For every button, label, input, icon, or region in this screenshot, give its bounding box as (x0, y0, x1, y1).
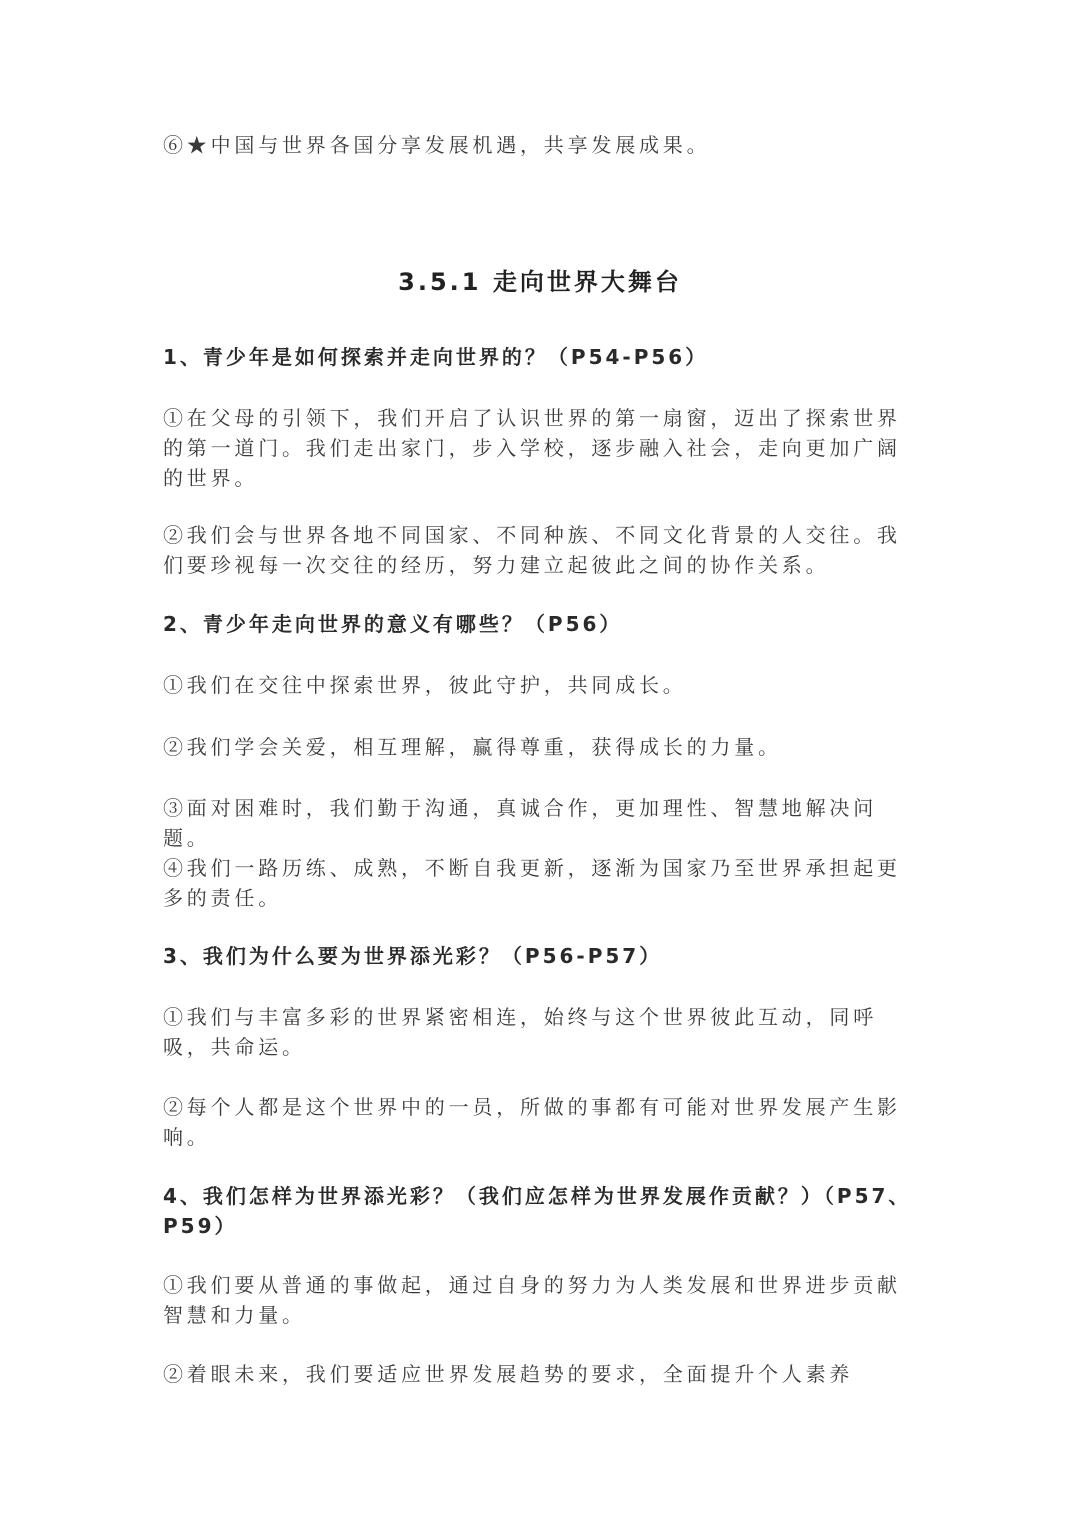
q1-point-2: ②我们会与世界各地不同国家、不同种族、不同文化背景的人交往。我们要珍视每一次交往的经历，努力建立起彼此之间的协作关系。 (163, 523, 901, 577)
question-3-heading: 3、我们为什么要为世界添光彩？（P56-P57） (163, 944, 663, 968)
q4-point-2: ②着眼未来，我们要适应世界发展趋势的要求，全面提升个人素养 (163, 1362, 854, 1386)
question-1-heading: 1、青少年是如何探索并走向世界的？（P54-P56） (163, 345, 709, 369)
q4-point-1: ①我们要从普通的事做起，通过自身的努力为人类发展和世界进步贡献智慧和力量。 (163, 1273, 901, 1327)
q1-point-1: ①在父母的引领下，我们开启了认识世界的第一扇窗，迈出了探索世界的第一道门。我们走出家门，步入学校，逐步融入社会，走向更加广阔的世界。 (163, 406, 901, 490)
q3-point-2: ②每个人都是这个世界中的一员，所做的事都有可能对世界发展产生影响。 (163, 1095, 901, 1149)
question-2-heading: 2、青少年走向世界的意义有哪些？（P56） (163, 612, 623, 636)
q2-point-1: ①我们在交往中探索世界，彼此守护，共同成长。 (163, 673, 687, 697)
intro-point-6: ⑥★中国与世界各国分享发展机遇，共享发展成果。 (163, 133, 711, 157)
q2-point-4: ④我们一路历练、成熟，不断自我更新，逐渐为国家乃至世界承担起更多的责任。 (163, 856, 901, 910)
question-4-heading: 4、我们怎样为世界添光彩？（我们应怎样为世界发展作贡献？）（P57、P59） (163, 1184, 912, 1238)
q3-point-1: ①我们与丰富多彩的世界紧密相连，始终与这个世界彼此互动，同呼吸，共命运。 (163, 1005, 877, 1059)
q2-point-2: ②我们学会关爱，相互理解，赢得尊重，获得成长的力量。 (163, 735, 782, 759)
q2-point-3: ③面对困难时，我们勤于沟通，真诚合作，更加理性、智慧地解决问题。 (163, 796, 877, 850)
section-title: 3.5.1 走向世界大舞台 (398, 268, 682, 296)
